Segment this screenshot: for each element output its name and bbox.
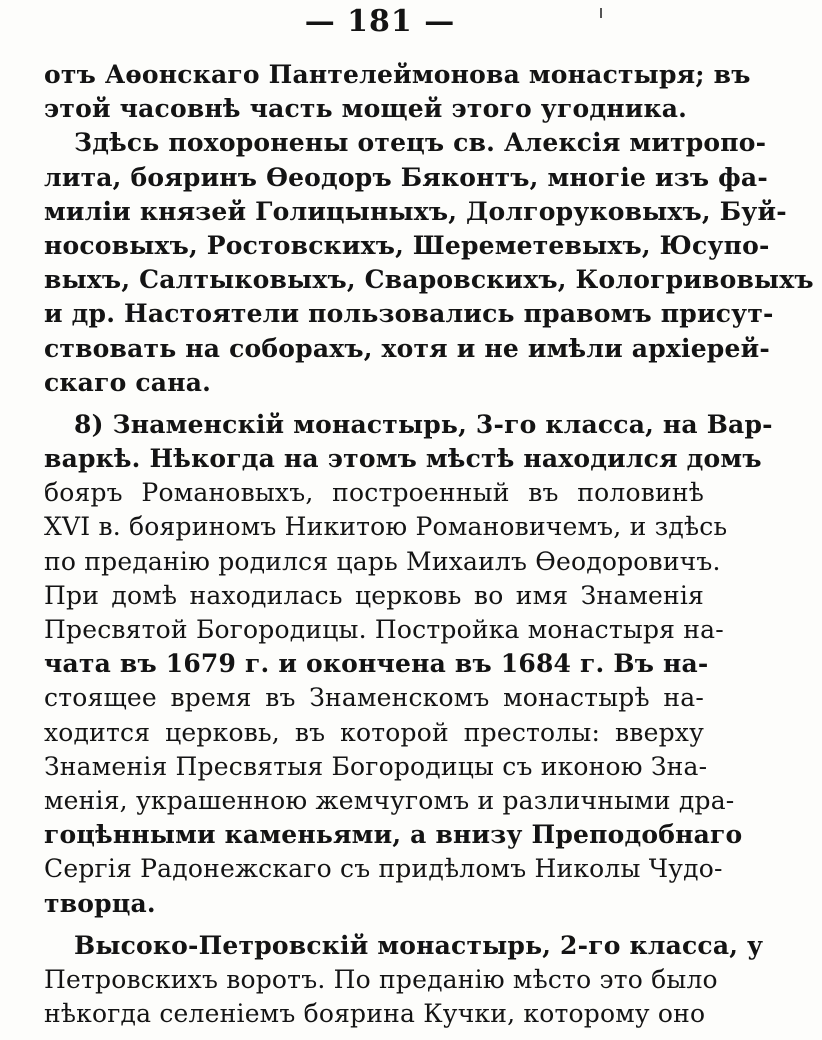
text-line: При домѣ находилась церковь во имя Знаменія xyxy=(44,580,704,610)
text-line: чата въ 1679 г. и окончена въ 1684 г. Въ на- xyxy=(44,649,709,679)
text-line: лита, бояринъ Ѳеодоръ Бяконтъ, многіе изъ фа- xyxy=(44,162,768,192)
text-line: гоцѣнными каменьями, а внизу Преподобнаго xyxy=(44,820,743,850)
text-line: Пресвятой Богородицы. Постройка монастыря на- xyxy=(44,615,724,644)
text-line: носовыхъ, Ростовскихъ, Шереметевыхъ, Юсупо- xyxy=(44,230,770,260)
text-line: Высоко-Петровскій монастырь, 2-го класса, у xyxy=(74,930,764,960)
text-line: по преданію родился царь Михаилъ Ѳеодоровичъ. xyxy=(44,546,721,576)
text-line: миліи князей Голицыныхъ, Долгоруковыхъ, Буй- xyxy=(44,196,787,226)
text-line: отъ Аѳонскаго Пантелеймонова монастыря; въ xyxy=(44,60,751,89)
text-line: стоящее время въ Знаменскомъ монастырѣ на- xyxy=(44,683,704,713)
text-line: XVI в. бояриномъ Никитою Романовичемъ, и здѣсь xyxy=(44,512,728,542)
page-text xyxy=(44,58,814,1031)
text-line: ходится церковь, въ которой престолы: вверху xyxy=(44,717,704,747)
text-line: Здѣсь похоронены отецъ св. Алексія митропо- xyxy=(74,128,767,158)
text-line: и др. Настоятели пользовались правомъ присут- xyxy=(44,299,774,329)
text-line: этой часовнѣ часть мощей этого угодника. xyxy=(44,94,687,124)
text-line: Петровскихъ воротъ. По преданію мѣсто это было xyxy=(44,964,718,994)
page-number: — 181 — xyxy=(304,4,456,39)
text-line: нѣкогда селеніемъ боярина Кучки, которому оно xyxy=(44,999,706,1029)
text-line: 8) Знаменскій монастырь, 3-го класса, на Вар- xyxy=(74,409,773,439)
text-line: творца. xyxy=(44,888,156,918)
text-line: менія, украшенною жемчугомъ и различными дра- xyxy=(44,785,735,815)
text-line: выхъ, Салтыковыхъ, Сваровскихъ, Кологривовыхъ xyxy=(44,265,814,295)
text-line: ствовать на соборахъ, хотя и не имѣли архіерей- xyxy=(44,333,770,363)
text-line: Сергія Радонежскаго съ придѣломъ Николы Чудо- xyxy=(44,854,723,884)
text-line: скаго сана. xyxy=(44,367,211,397)
margin-mark xyxy=(600,8,602,18)
text-line: бояръ Романовыхъ, построенный въ половинѣ xyxy=(44,478,704,508)
text-line: Знаменія Пресвятыя Богородицы съ иконою Зна- xyxy=(44,751,708,781)
text-line: варкѣ. Нѣкогда на этомъ мѣстѣ находился домъ xyxy=(44,444,762,474)
